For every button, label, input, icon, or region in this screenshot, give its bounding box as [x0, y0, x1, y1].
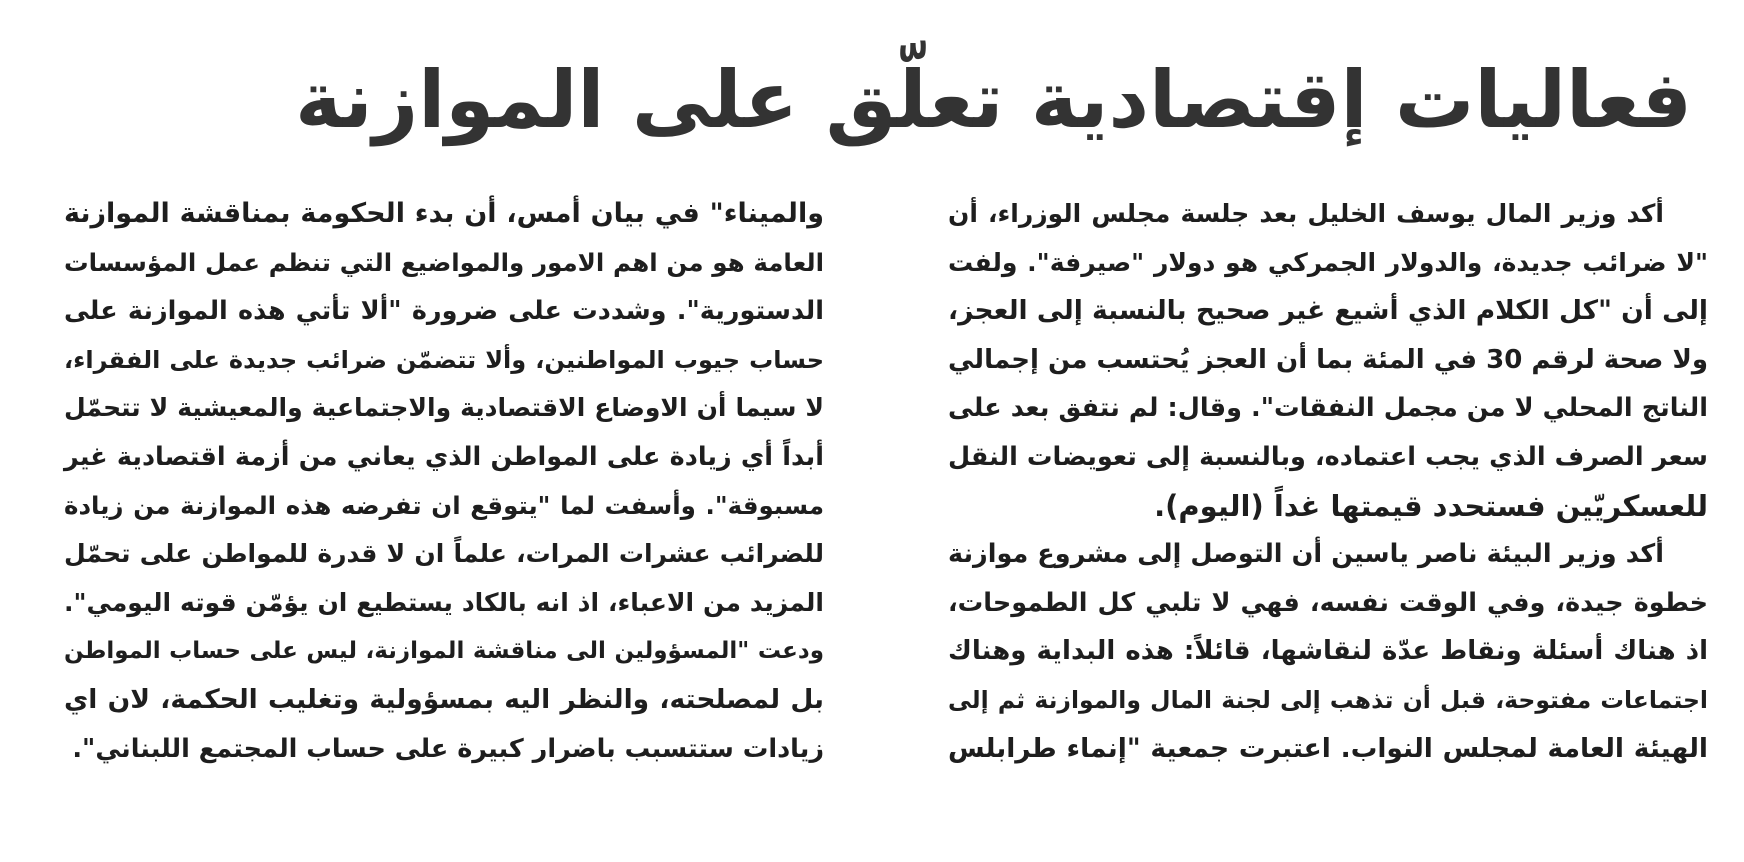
- body-line: والميناء" في بيان أمس، أن بدء الحكومة بمناقشة الموازنة: [64, 198, 824, 229]
- body-line: بل لمصلحته، والنظر اليه بمسؤولية وتغليب الحكمة، لان اي: [64, 683, 824, 715]
- body-line: أبداً أي زيادة على المواطن الذي يعاني من أزمة اقتصادية غير: [64, 441, 824, 472]
- body-line: المزيد من الاعباء، اذ انه بالكاد يستطيع ان يؤمّن قوته اليومي".: [64, 587, 824, 617]
- body-line: أكد وزير البيئة ناصر ياسين أن التوصل إلى مشروع موازنة: [948, 539, 1664, 570]
- body-line: للعسكريّين فستحدد قيمتها غداً (اليوم).: [1154, 488, 1708, 523]
- body-line: إلى أن "كل الكلام الذي أشيع غير صحيح بالنسبة إلى العجز،: [948, 295, 1708, 327]
- body-line: للضرائب عشرات المرات، علماً ان لا قدرة للمواطن على تحمّل: [64, 539, 824, 569]
- body-line: الناتج المحلي لا من مجمل النفقات". وقال: لم نتفق بعد على: [948, 393, 1708, 424]
- body-line: خطوة جيدة، وفي الوقت نفسه، فهي لا تلبي كل الطموحات،: [948, 587, 1708, 618]
- body-line: "لا ضرائب جديدة، والدولار الجمركي هو دولار "صيرفة". ولفت: [948, 247, 1708, 277]
- body-line: اجتماعات مفتوحة، قبل أن تذهب إلى لجنة المال والموازنة ثم إلى: [948, 685, 1708, 714]
- article-column-left: [64, 190, 824, 773]
- body-line: العامة هو من اهم الامور والمواضيع التي تنظم عمل المؤسسات: [64, 247, 824, 277]
- body-line: مسبوقة". وأسفت لما "يتوقع ان تفرضه هذه الموازنة من زيادة: [64, 490, 824, 520]
- body-line: الهيئة العامة لمجلس النواب. اعتبرت جمعية "إنماء طرابلس: [948, 732, 1708, 764]
- body-line: لا سيما أن الاوضاع الاقتصادية والاجتماعية والمعيشية لا تتحمّل: [64, 393, 824, 423]
- body-line: أكد وزير المال يوسف الخليل بعد جلسة مجلس الوزراء، أن: [948, 199, 1664, 228]
- body-line: الدستورية". وشددت على ضرورة "ألا تأتي هذه الموازنة على: [64, 296, 824, 327]
- article-column-right: [948, 190, 1708, 773]
- body-line: زيادات ستتسبب باضرار كبيرة على حساب المجتمع اللبناني".: [72, 733, 824, 764]
- body-line: سعر الصرف الذي يجب اعتماده، وبالنسبة إلى تعويضات النقل: [948, 441, 1708, 472]
- article-headline: فعاليات إقتصادية تعلّق على الموازنة: [295, 54, 1692, 146]
- body-line: ودعت "المسؤولين الى مناقشة الموازنة، ليس على حساب المواطن: [64, 638, 824, 665]
- body-line: ولا صحة لرقم 30 في المئة بما أن العجز يُحتسب من إجمالي: [948, 344, 1708, 375]
- body-line: حساب جيوب المواطنين، وألا تتضمّن ضرائب جديدة على الفقراء،: [64, 345, 824, 374]
- body-line: اذ هناك أسئلة ونقاط عدّة لنقاشها، قائلاً: هذه البداية وهناك: [948, 636, 1708, 667]
